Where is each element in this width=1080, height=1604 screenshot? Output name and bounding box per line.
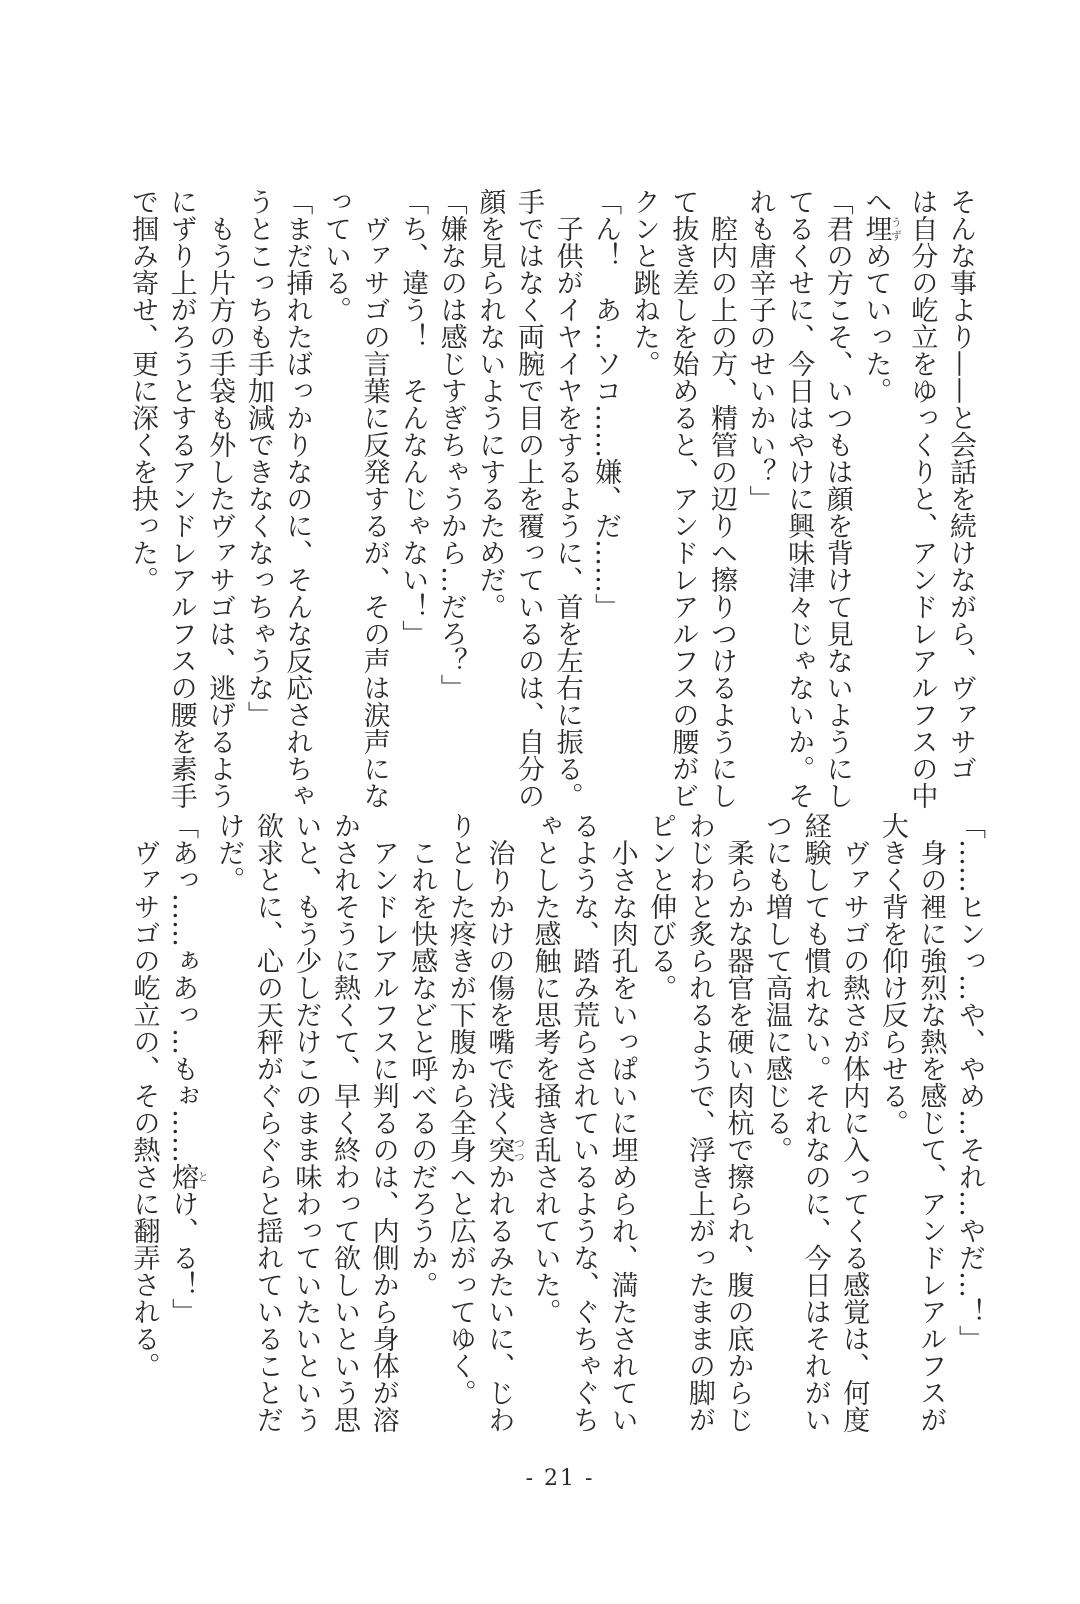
text-line: 柔らかな器官を硬い肉杭で擦られ、腹の底からじ (722, 812, 754, 1433)
text-line: れも唐辛子のせいかい？」 (744, 188, 776, 512)
text-line: は自分の屹立をゆっくりと、アンドレアルフスの中 (906, 188, 938, 809)
text-line: わじわと炙られるようで、浮き上がったままの脚が (683, 812, 715, 1433)
text-line: そんな事より——と会話を続けながら、ヴァサゴ (945, 188, 976, 782)
text-line: つにも増して高温に感じる。 (761, 812, 793, 1163)
text-segment: へ (860, 188, 892, 215)
text-line (856, 188, 902, 788)
text-line: 「……ヒンっ…や、やめ…それ…やだ…！」 (954, 812, 985, 1352)
text-line: うとこっちも手加減できなくなっちゃうな」 (242, 188, 274, 728)
text-segment: かれるみたいに、じわ (483, 1163, 515, 1433)
text-line: 「ん！ あ…ソコ……嫌、だ……」 (590, 188, 622, 620)
text-line: 「君の方こそ、いつもは顔を背けて見ないようにし (821, 188, 853, 809)
text-segment: 治りかけの傷を嘴で浅く (483, 812, 515, 1136)
text-line: いと、もう少しだけこのまま味わっていたいという (290, 812, 322, 1433)
text-line: っている。 (320, 188, 351, 323)
ruby-base: 突 (483, 1136, 515, 1163)
ruby-annotation (167, 1163, 210, 1190)
text-line: ゃとした感触に思考を掻き乱されていた。 (529, 812, 561, 1325)
text-line: これを快感などと呼べるのだろうか。 (406, 812, 438, 1298)
text-block-bottom (124, 812, 988, 1433)
ruby-text: と (196, 1163, 210, 1190)
text-line: で掴み寄せ、更に深くを抉った。 (127, 188, 159, 593)
text-line: 手ではなく両腕で目の上を覆っているのは、自分の (512, 188, 544, 809)
text-line: ヴァサゴの屹立の、その熱さに翻弄される。 (128, 812, 160, 1379)
text-line: アンドレアルフスに判るのは、内側から身体が溶 (367, 812, 399, 1433)
text-line: かされそうに熱くて、早く終わって欲しいという思 (329, 812, 360, 1433)
text-segment: 「あっ……ぁあっ…もぉ…… (167, 812, 199, 1163)
text-line: 欲求とに、心の天秤がぐらぐらと揺れていることだ (251, 812, 283, 1433)
text-line: 身の裡に強烈な熱を感じて、アンドレアルフスが (915, 812, 947, 1433)
text-line: 大きく背を仰け反らせる。 (876, 812, 908, 1136)
text-block-top (122, 188, 979, 809)
text-line: 子供がイヤイヤをするように、首を左右に振る。 (551, 188, 583, 809)
text-segment: めていった。 (860, 242, 892, 404)
ruby-base: 熔 (167, 1163, 199, 1190)
text-line: て抜き差しを始めると、アンドレアルフスの腰がビ (667, 188, 699, 809)
ruby-annotation (860, 215, 903, 242)
ruby-text: うず (889, 215, 903, 242)
text-line (163, 812, 209, 1412)
text-line: 「ち、違う！ そんなんじゃない！」 (397, 188, 429, 647)
text-line: 小さな肉孔をいっぱいに埋められ、満たされてい (606, 812, 638, 1433)
text-line: にずり上がろうとするアンドレアルフスの腰を素手 (165, 188, 197, 809)
text-line (479, 812, 526, 1433)
text-line: ヴァサゴの熱さが体内に入ってくる感覚は、何度 (838, 812, 870, 1433)
page-number: - 21 - (525, 1466, 595, 1491)
text-line: もう片方の手袋も外したヴァサゴは、逃げるよう (204, 188, 236, 809)
text-line: ピンと伸びる。 (645, 812, 677, 1001)
text-line: りとした疼きが下腹から全身へと広がってゆく。 (444, 812, 476, 1406)
ruby-text: つつ (512, 1136, 526, 1163)
text-line: ヴァサゴの言葉に反発するが、その声は涙声にな (358, 188, 390, 809)
text-line: 「嫌なのは感じすぎちゃうから…だろ？」 (435, 188, 467, 701)
ruby-base: 埋 (860, 215, 892, 242)
text-line: てるくせに、今日はやけに興味津々じゃないか。そ (783, 188, 815, 809)
ruby-annotation (483, 1136, 526, 1163)
text-line: 「まだ挿れたばっかりなのに、そんな反応されちゃ (281, 188, 313, 809)
text-line: 顔を見られないようにするためだ。 (474, 188, 506, 620)
text-line: 経験しても慣れない。それなのに、今日はそれがい (799, 812, 831, 1433)
text-line: けだ。 (213, 812, 245, 893)
text-line: るような、踏み荒らされているような、ぐちゃぐち (568, 812, 600, 1433)
text-line: 腔内の上の方、精管の辺りへ擦りつけるようにし (705, 188, 737, 809)
text-segment: け、る！」 (167, 1190, 199, 1325)
text-line: クンと跳ねた。 (628, 188, 660, 377)
